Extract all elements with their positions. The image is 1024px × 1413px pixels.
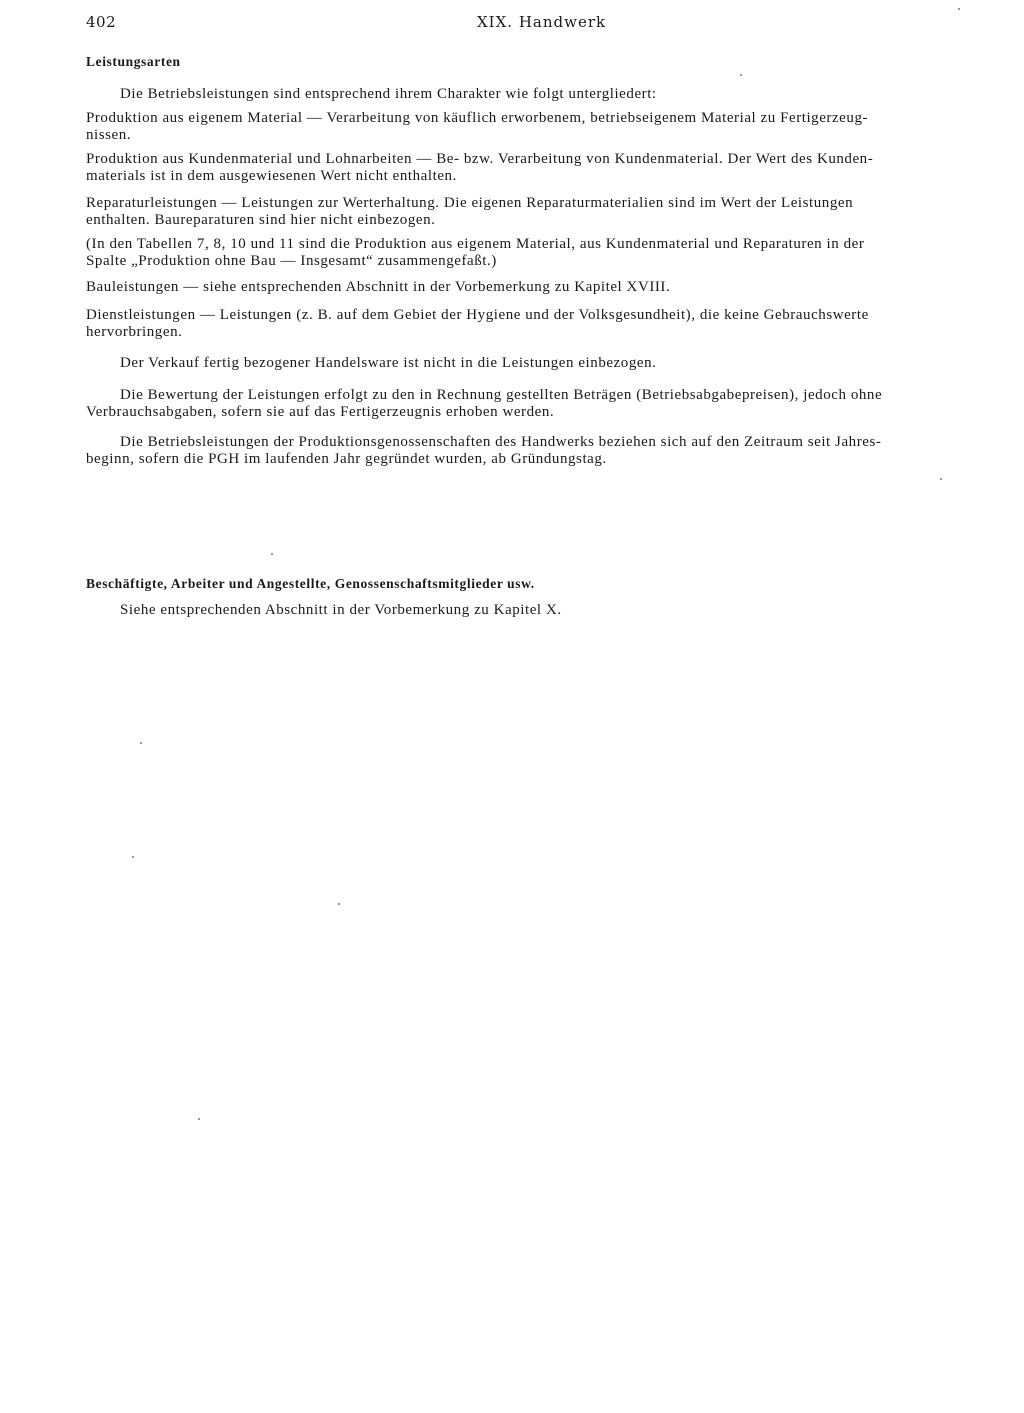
text-line: materials ist in dem ausgewiesenen Wert nicht enthalten. (86, 168, 457, 184)
text-line: Die Bewertung der Leistungen erfolgt zu den in Rechnung gestellten Beträgen (Betriebsabgabepreisen), jedoch ohne (120, 387, 883, 403)
text-line: Die Betriebsleistungen sind entsprechend ihrem Charakter wie folgt untergliedert: (120, 86, 657, 102)
scan-speck (271, 553, 273, 555)
scan-speck (958, 8, 960, 10)
paragraph-pgh (86, 434, 998, 468)
scan-speck (198, 1118, 200, 1120)
text-line: nissen. (86, 127, 132, 143)
paragraph-intro (86, 86, 998, 103)
text-line: Spalte „Produktion ohne Bau — Insgesamt“ zusammengefaßt.) (86, 253, 497, 269)
paragraph-produktion-kundenmaterial (86, 151, 998, 185)
paragraph-dienstleistungen (86, 307, 998, 341)
running-head: XIX. Handwerk (477, 13, 607, 31)
section-heading-leistungsarten: Leistungsarten (86, 54, 181, 69)
text-line: hervorbringen. (86, 324, 183, 340)
paragraph-bewertung (86, 387, 998, 421)
text-line: Reparaturleistungen — Leistungen zur Werterhaltung. Die eigenen Reparaturmaterialien sind im Wert der Leistungen (86, 195, 854, 211)
section-heading-beschaeftigte: Beschäftigte, Arbeiter und Angestellte, Genossenschaftsmitglieder usw. (86, 576, 535, 591)
scan-speck (132, 856, 134, 858)
paragraph-handelsware (86, 355, 998, 372)
page-number: 402 (86, 13, 117, 31)
paragraph-bauleistungen (86, 279, 998, 296)
paragraph-reparaturleistungen (86, 195, 998, 229)
text-line: Produktion aus Kundenmaterial und Lohnarbeiten — Be- bzw. Verarbeitung von Kundenmaterial. Der Wert des Kunden- (86, 151, 874, 167)
text-line: Die Betriebsleistungen der Produktionsgenossenschaften des Handwerks beziehen sich auf den Zeitraum seit Jahres- (120, 434, 882, 450)
text-line: beginn, sofern die PGH im laufenden Jahr gegründet wurden, ab Gründungstag. (86, 451, 607, 467)
text-line: Bauleistungen — siehe entsprechenden Abschnitt in der Vorbemerkung zu Kapitel XVIII. (86, 279, 671, 295)
scan-speck (140, 742, 142, 744)
text-line: Produktion aus eigenem Material — Verarbeitung von käuflich erworbenem, betriebseigenem Material zu Fertigerzeug- (86, 110, 869, 126)
scan-speck (740, 74, 742, 76)
scan-speck (338, 903, 340, 905)
paragraph-beschaeftigte-verweis (86, 602, 998, 619)
scan-speck (940, 478, 942, 480)
text-line: enthalten. Baureparaturen sind hier nicht einbezogen. (86, 212, 436, 228)
text-line: Verbrauchsabgaben, sofern sie auf das Fertigerzeugnis erhoben werden. (86, 404, 555, 420)
paragraph-tabellen-hinweis (86, 236, 998, 270)
text-line: Der Verkauf fertig bezogener Handelsware ist nicht in die Leistungen einbezogen. (120, 355, 657, 371)
text-line: Siehe entsprechenden Abschnitt in der Vorbemerkung zu Kapitel X. (120, 602, 562, 618)
paragraph-produktion-eigenes-material (86, 110, 998, 144)
text-line: (In den Tabellen 7, 8, 10 und 11 sind die Produktion aus eigenem Material, aus Kundenmaterial und Reparaturen in der (86, 236, 865, 252)
text-line: Dienstleistungen — Leistungen (z. B. auf dem Gebiet der Hygiene und der Volksgesundheit), die keine Gebrauchswerte (86, 307, 869, 323)
